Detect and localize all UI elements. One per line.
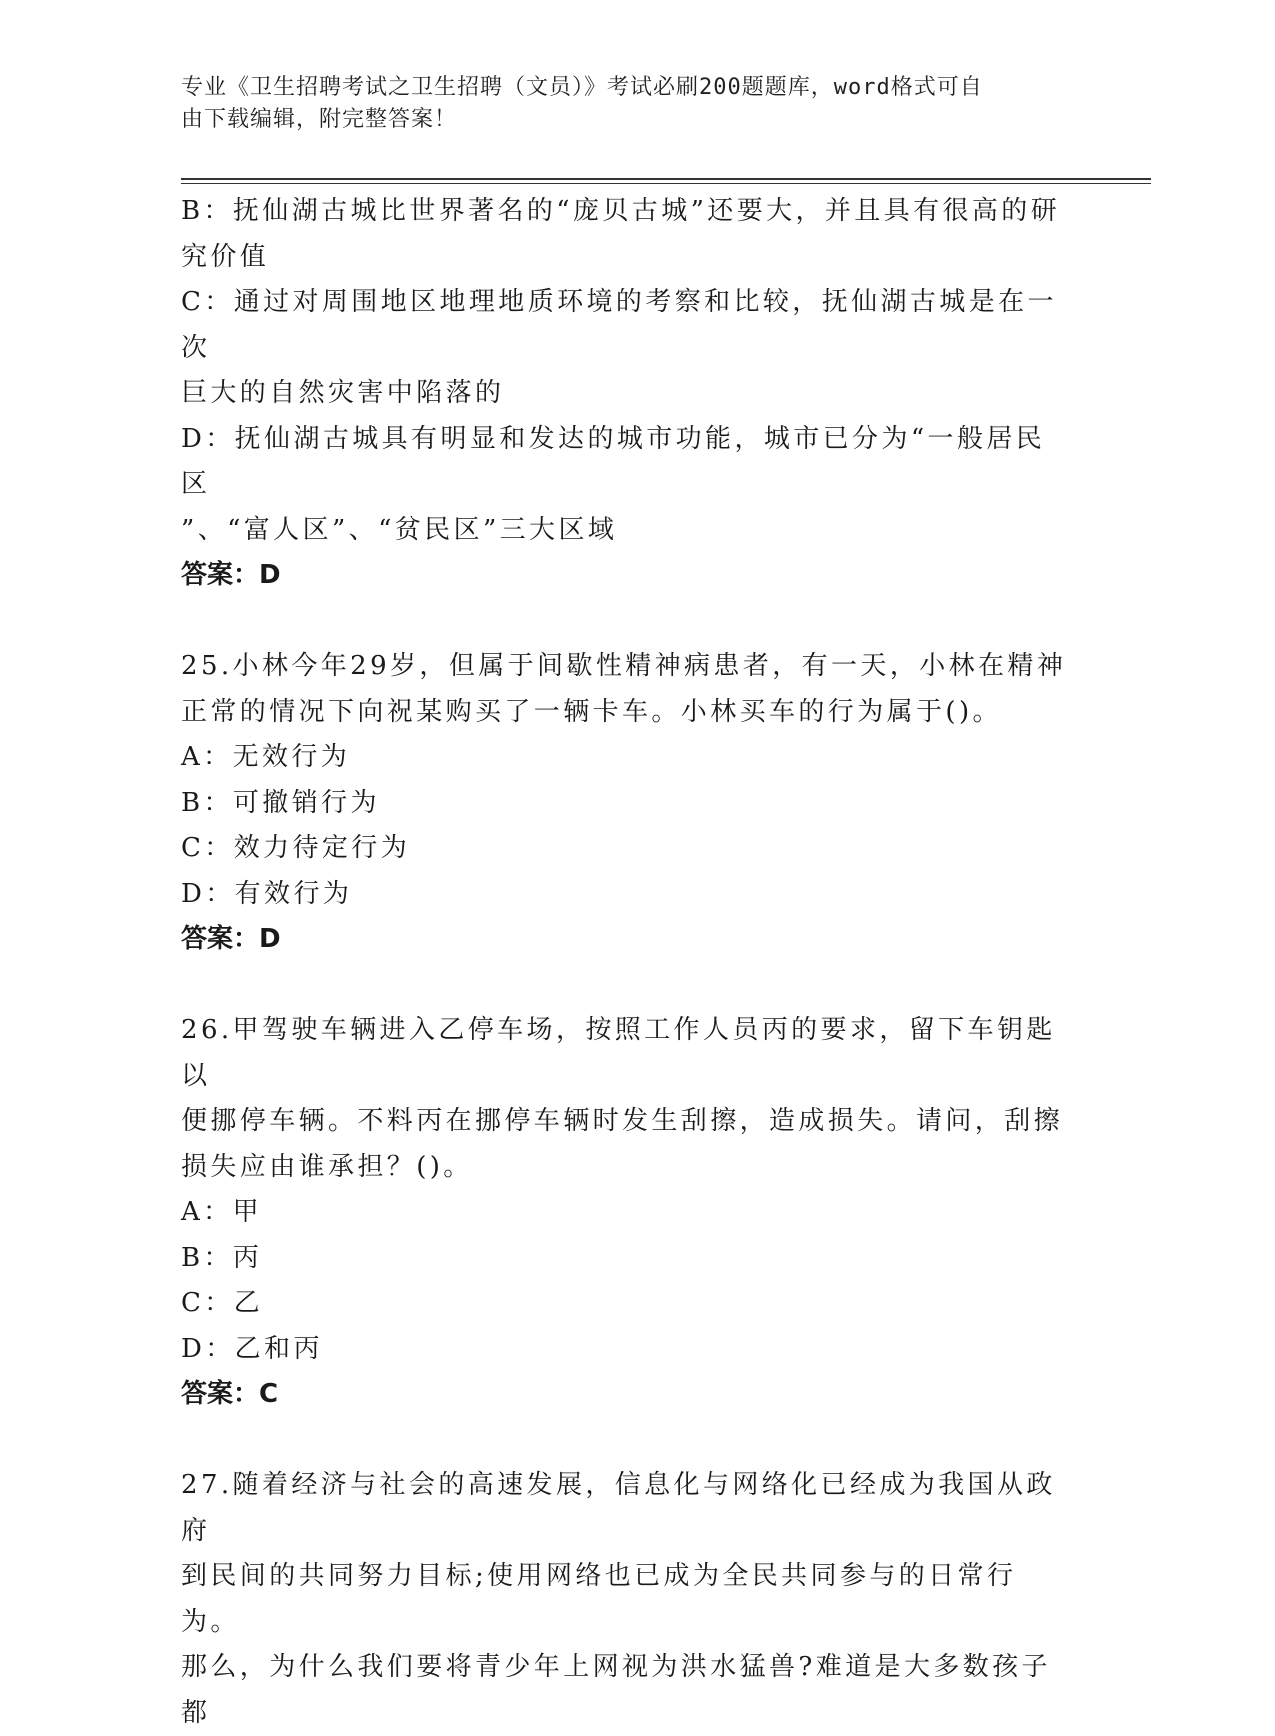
option-d: D：有效行为 — [181, 878, 353, 909]
question-stem-cont: 到民间的共同努力目标;使用网络也已成为全民共同参与的日常行为。 — [181, 1561, 1017, 1637]
question-stem: 26.甲驾驶车辆进入乙停车场，按照工作人员丙的要求，留下车钥匙以 — [181, 1015, 1056, 1091]
header-rule-thin — [181, 183, 1151, 184]
option-c: C：乙 — [181, 1288, 264, 1318]
option-b: B：丙 — [181, 1242, 263, 1273]
question-25 — [181, 644, 1071, 963]
question-stem-cont: 损失应由谁承担？()。 — [181, 1151, 473, 1182]
question-stem-cont: 便挪停车辆。不料丙在挪停车辆时发生刮擦，造成损失。请问，刮擦 — [181, 1106, 1064, 1136]
option-c-cont: 巨大的自然灾害中陷落的 — [181, 378, 505, 408]
answer: 答案：D — [181, 924, 281, 954]
option-a: A：甲 — [181, 1197, 262, 1227]
header-line-2: 由下载编辑，附完整答案！ — [181, 107, 458, 132]
document-body — [181, 189, 1071, 1736]
header-line-1: 专业《卫生招聘考试之卫生招聘（文员）》考试必刷200题题库，word格式可自 — [181, 75, 983, 100]
question-stem: 27.随着经济与社会的高速发展，信息化与网络化已经成为我国从政府 — [181, 1470, 1056, 1546]
option-b: B：抚仙湖古城比世界著名的“庞贝古城”还要大，并且具有很高的研 — [181, 196, 1061, 226]
question-stem-cont: 正常的情况下向祝某购买了一辆卡车。小林买车的行为属于()。 — [181, 696, 1002, 727]
question-26 — [181, 1008, 1071, 1418]
option-b-cont: 究价值 — [181, 241, 270, 272]
spacer — [181, 963, 1071, 1009]
option-b: B：可撤销行为 — [181, 787, 380, 818]
option-d: D：乙和丙 — [181, 1333, 323, 1364]
option-d-cont: ”、“富人区”、“贫民区”三大区域 — [181, 514, 618, 545]
document-header — [181, 72, 1081, 136]
option-d: D：抚仙湖古城具有明显和发达的城市功能，城市已分为“一般居民区 — [181, 423, 1046, 499]
question-24 — [181, 189, 1071, 599]
header-rule-thick — [181, 178, 1151, 180]
spacer — [181, 1418, 1071, 1464]
option-a: A：无效行为 — [181, 742, 351, 772]
option-c: C：效力待定行为 — [181, 833, 411, 863]
question-stem-cont: 那么，为什么我们要将青少年上网视为洪水猛兽?难道是大多数孩子都 — [181, 1652, 1051, 1728]
answer: 答案：D — [181, 560, 281, 590]
question-stem: 25.小林今年29岁，但属于间歇性精神病患者，有一天，小林在精神 — [181, 651, 1067, 681]
option-c: C：通过对周围地区地理地质环境的考察和比较，抚仙湖古城是在一次 — [181, 287, 1057, 363]
spacer — [181, 599, 1071, 645]
question-27 — [181, 1463, 1071, 1736]
answer: 答案：C — [181, 1379, 279, 1409]
